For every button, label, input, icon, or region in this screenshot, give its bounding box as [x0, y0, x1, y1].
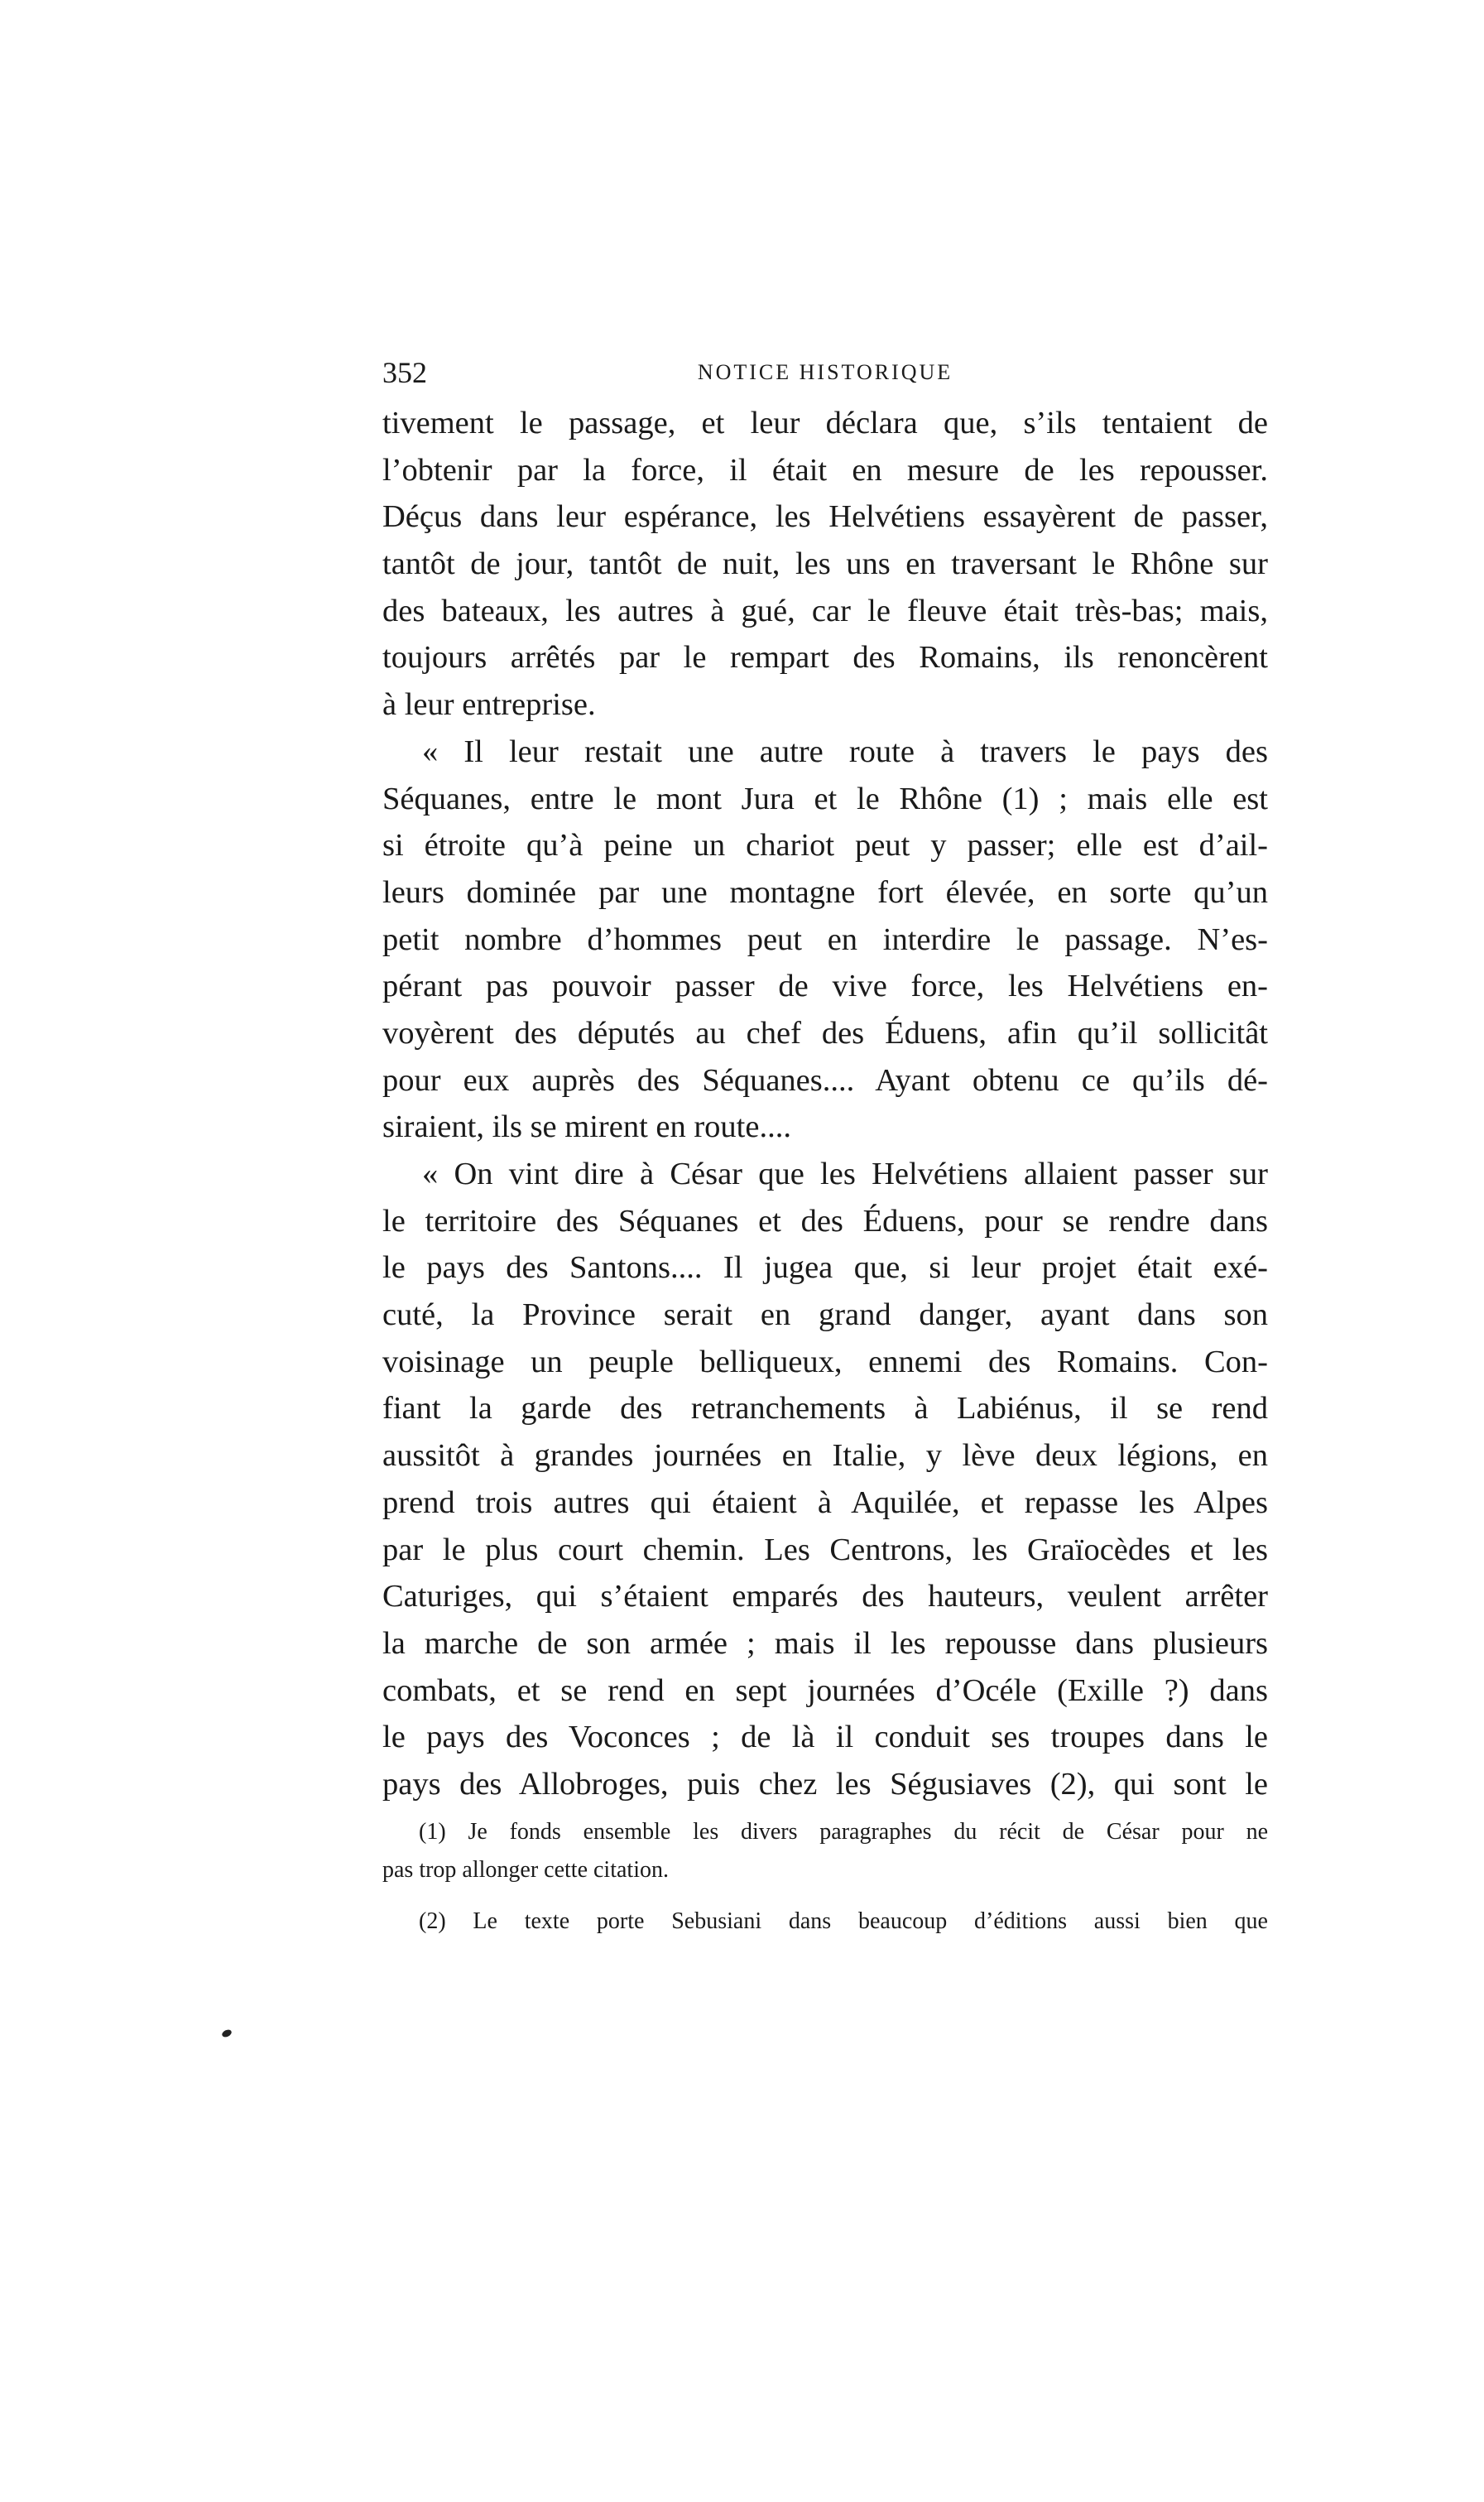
text-line: si étroite qu’à peine un chariot peut y passer; elle est d’ail- — [382, 828, 1268, 864]
text-line: fiant la garde des retranchements à Labiénus, il se rend — [382, 1391, 1268, 1427]
text-line: voyèrent des députés au chef des Éduens, afin qu’il sollicitât — [382, 1015, 1268, 1051]
text-line: prend trois autres qui étaient à Aquilée, et repasse les Alpes — [382, 1484, 1268, 1520]
footnote-divider — [382, 1889, 1268, 1903]
text-line: Caturiges, qui s’étaient emparés des hauteurs, veulent arrêter — [382, 1579, 1268, 1614]
text-line: pays des Allobroges, puis chez les Ségusiaves (2), qui sont le — [382, 1766, 1268, 1802]
text-line: le territoire des Séquanes et des Éduens, pour se rendre dans — [382, 1203, 1268, 1239]
text-line: petit nombre d’hommes peut en interdire le passage. N’es- — [382, 921, 1268, 957]
footnote-line: pas trop allonger cette citation. — [382, 1857, 669, 1883]
page-header — [382, 354, 1268, 391]
footnote-line: (1) Je fonds ensemble les divers paragraphes du récit de César pour ne — [419, 1819, 1268, 1845]
text-line: voisinage un peuple belliqueux, ennemi des Romains. Con- — [382, 1344, 1268, 1379]
text-line: pérant pas pouvoir passer de vive force, les Helvétiens en- — [382, 969, 1268, 1004]
text-line: la marche de son armée ; mais il les repousse dans plusieurs — [382, 1625, 1268, 1661]
ink-spot — [221, 2028, 233, 2038]
page-number: 352 — [382, 356, 427, 389]
body-text — [382, 400, 1268, 1808]
text-line: aussitôt à grandes journées en Italie, y lève deux légions, en — [382, 1438, 1268, 1474]
text-line: des bateaux, les autres à gué, car le fleuve était très-bas; mais, — [382, 593, 1268, 628]
text-line: « Il leur restait une autre route à travers le pays des — [422, 734, 1268, 769]
text-line: tivement le passage, et leur déclara que, s’ils tentaient de — [382, 406, 1268, 440]
text-line: le pays des Santons.... Il jugea que, si leur projet était exé- — [382, 1250, 1268, 1286]
text-line: tantôt de jour, tantôt de nuit, les uns en traversant le Rhône sur — [382, 546, 1268, 582]
text-line: pour eux auprès des Séquanes.... Ayant obtenu ce qu’ils dé- — [382, 1062, 1268, 1098]
footnote-line: (2) Le texte porte Sebusiani dans beaucoup d’éditions aussi bien que — [419, 1908, 1268, 1934]
text-line: « On vint dire à César que les Helvétiens allaient passer sur — [422, 1157, 1268, 1191]
text-line: combats, et se rend en sept journées d’Océle (Exille ?) dans — [382, 1672, 1268, 1708]
text-line: cuté, la Province serait en grand danger, ayant dans son — [382, 1297, 1268, 1333]
text-line: leurs dominée par une montagne fort élevée, en sorte qu’un — [382, 874, 1268, 910]
text-line: à leur entreprise. — [382, 687, 596, 723]
text-line: le pays des Voconces ; de là il conduit ses troupes dans le — [382, 1720, 1268, 1755]
text-line: par le plus court chemin. Les Centrons, les Graïocèdes et les — [382, 1532, 1268, 1567]
text-line: siraient, ils se mirent en route.... — [382, 1109, 791, 1145]
running-head: NOTICE HISTORIQUE — [697, 360, 953, 384]
text-line: l’obtenir par la force, il était en mesure de les repousser. — [382, 452, 1268, 488]
text-line: Séquanes, entre le mont Jura et le Rhône (1) ; mais elle est — [382, 781, 1268, 816]
text-line: Déçus dans leur espérance, les Helvétiens essayèrent de passer, — [382, 499, 1268, 535]
footnotes — [382, 1813, 1268, 1941]
text-line: toujours arrêtés par le rempart des Romains, ils renoncèrent — [382, 640, 1268, 676]
